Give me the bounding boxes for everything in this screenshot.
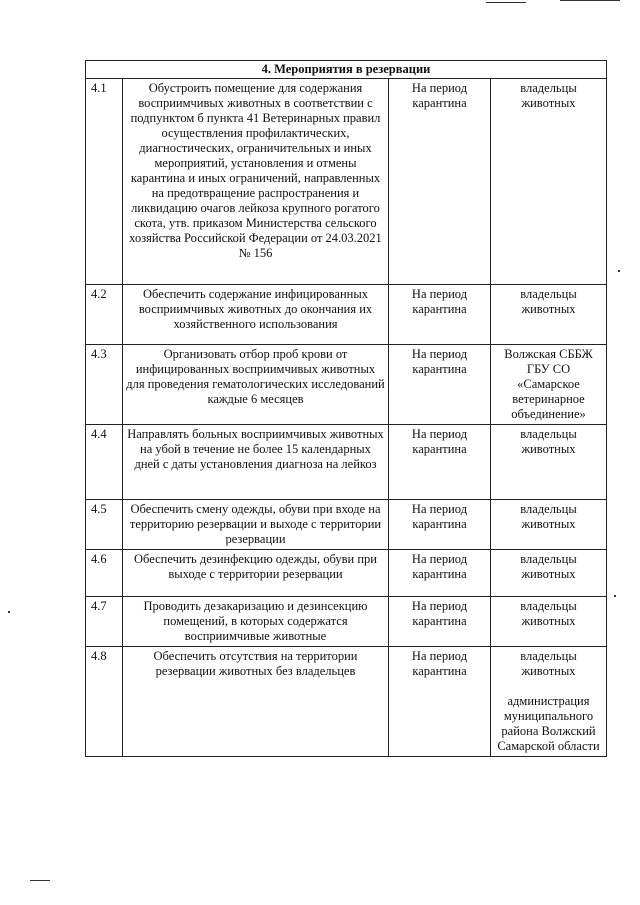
- measure-text: Обустроить помещение для содержания восприимчивых животных в соответствии с подпунктом б пункта 41 Ветеринарных правил осуществления профилактических, диагностических, ограничительных и иных мероприятий, установления и отмены карантина и иных ограничений, направленных на предотвращение распространения и ликвидацию очагов лейкоза крупного рогатого скота, утв. приказом Министерства сельского хозяйства Российской Федерации от 24.03.2021 № 156: [123, 79, 389, 285]
- scan-artifact: [618, 270, 620, 272]
- table-row: [86, 500, 607, 550]
- executor-cell: [491, 647, 607, 757]
- measure-text: Обеспечить содержание инфицированных восприимчивых животных до окончания их хозяйственного использования: [123, 285, 389, 345]
- scan-artifact: [30, 880, 50, 881]
- row-number: 4.3: [86, 345, 123, 425]
- section-header-row: [86, 61, 607, 79]
- table-row: [86, 285, 607, 345]
- executor-text: владельцы животных: [491, 500, 607, 550]
- row-number: 4.7: [86, 597, 123, 647]
- period-text: На период карантина: [389, 647, 491, 757]
- period-text: На период карантина: [389, 345, 491, 425]
- period-text: На период карантина: [389, 597, 491, 647]
- table-row: [86, 345, 607, 425]
- executor-text: владельцы животных: [491, 79, 607, 285]
- row-number: 4.4: [86, 425, 123, 500]
- scan-artifact: [486, 2, 526, 3]
- measure-text: Направлять больных восприимчивых животных на убой в течение не более 15 календарных дней с даты установления диагноза на лейкоз: [123, 425, 389, 500]
- measure-text: Организовать отбор проб крови от инфицированных восприимчивых животных для проведения гематологических исследований каждые 6 месяцев: [123, 345, 389, 425]
- period-text: На период карантина: [389, 550, 491, 597]
- period-text: На период карантина: [389, 500, 491, 550]
- section-title: 4. Мероприятия в резервации: [86, 61, 607, 79]
- executor-text: владельцы животных: [491, 550, 607, 597]
- executor-text: владельцы животных: [520, 649, 577, 678]
- scan-artifact: [614, 595, 616, 597]
- measure-text: Обеспечить дезинфекцию одежды, обуви при выходе с территории резервации: [123, 550, 389, 597]
- executor-spacer: [494, 679, 603, 694]
- row-number: 4.1: [86, 79, 123, 285]
- executor-text: владельцы животных: [491, 425, 607, 500]
- row-number: 4.6: [86, 550, 123, 597]
- table-row: [86, 79, 607, 285]
- period-text: На период карантина: [389, 285, 491, 345]
- scan-artifact: [560, 0, 620, 1]
- table-row: [86, 425, 607, 500]
- table-row: [86, 550, 607, 597]
- executor-extra-text: администрация муниципального района Волжский Самарской области: [497, 694, 600, 753]
- measures-table: [85, 60, 607, 757]
- measure-text: Обеспечить смену одежды, обуви при входе на территорию резервации и выходе с территории резервации: [123, 500, 389, 550]
- measure-text: Проводить дезакаризацию и дезинсекцию помещений, в которых содержатся восприимчивые животные: [123, 597, 389, 647]
- period-text: На период карантина: [389, 79, 491, 285]
- table-row: [86, 597, 607, 647]
- scan-artifact: [8, 611, 10, 613]
- table-row: [86, 647, 607, 757]
- row-number: 4.2: [86, 285, 123, 345]
- executor-text: Волжская СББЖ ГБУ СО «Самарское ветеринарное объединение»: [491, 345, 607, 425]
- period-text: На период карантина: [389, 425, 491, 500]
- measure-text: Обеспечить отсутствия на территории резервации животных без владельцев: [123, 647, 389, 757]
- executor-text: владельцы животных: [491, 597, 607, 647]
- row-number: 4.5: [86, 500, 123, 550]
- executor-text: владельцы животных: [491, 285, 607, 345]
- row-number: 4.8: [86, 647, 123, 757]
